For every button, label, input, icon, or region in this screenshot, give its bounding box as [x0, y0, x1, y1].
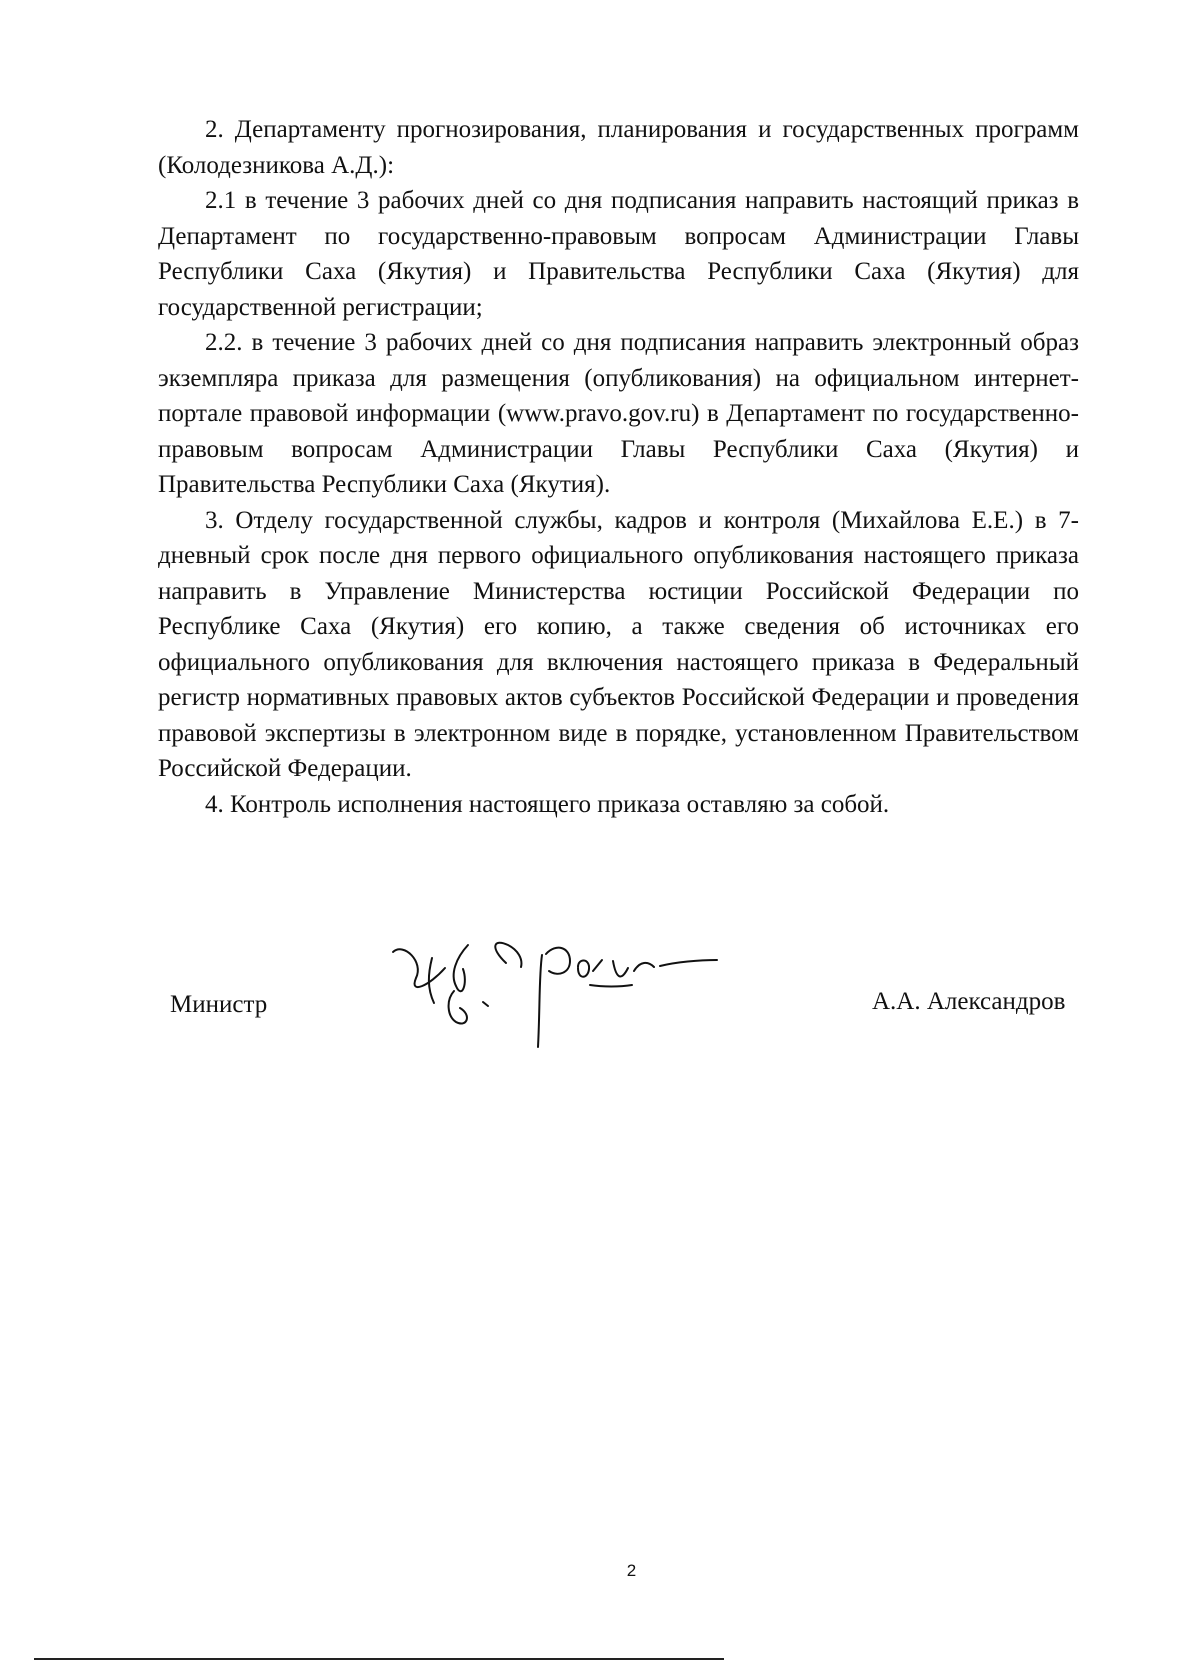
signatory-name: А.А. Александров [872, 988, 1066, 1015]
paragraph-2-2: 2.2. в течение 3 рабочих дней со дня подписания направить электронный образ экземпляра приказа для размещения (опубликования) на официальном интернет-портале правовой информации (www.pravo.gov.ru) в Департамент по государственно-правовым вопросам Администрации Главы Республики Саха (Якутия) и Правительства Республики Саха (Якутия). [158, 329, 1079, 498]
handwritten-signature [380, 940, 760, 1060]
page-number: 2 [626, 1561, 637, 1580]
bottom-divider [34, 1658, 724, 1660]
paragraph-2: 2. Департаменту прогнозирования, планирования и государственных программ (Колодезникова А.Д.): [158, 116, 1079, 179]
paragraph-2-1: 2.1 в течение 3 рабочих дней со дня подписания направить настоящий приказ в Департамент по государственно-правовым вопросам Администрации Главы Республики Саха (Якутия) и Правительства Республики Саха (Якутия) для государственной регистрации; [158, 187, 1079, 321]
paragraph-3: 3. Отделу государственной службы, кадров и контроля (Михайлова Е.Е.) в 7-дневный срок после дня первого официального опубликования настоящего приказа направить в Управление Министерства юстиции Российской Федерации по Республике Саха (Якутия) его копию, а также сведения об источниках его официального опубликования для включения настоящего приказа в Федеральный регистр нормативных правовых актов субъектов Российской Федерации и проведения правовой экспертизы в электронном виде в порядке, установленном Правительством Российской Федерации. [158, 506, 1079, 782]
signatory-title: Министр [170, 991, 268, 1018]
paragraph-4: 4. Контроль исполнения настоящего приказа оставляю за собой. [205, 790, 890, 818]
document-body [158, 112, 1079, 822]
